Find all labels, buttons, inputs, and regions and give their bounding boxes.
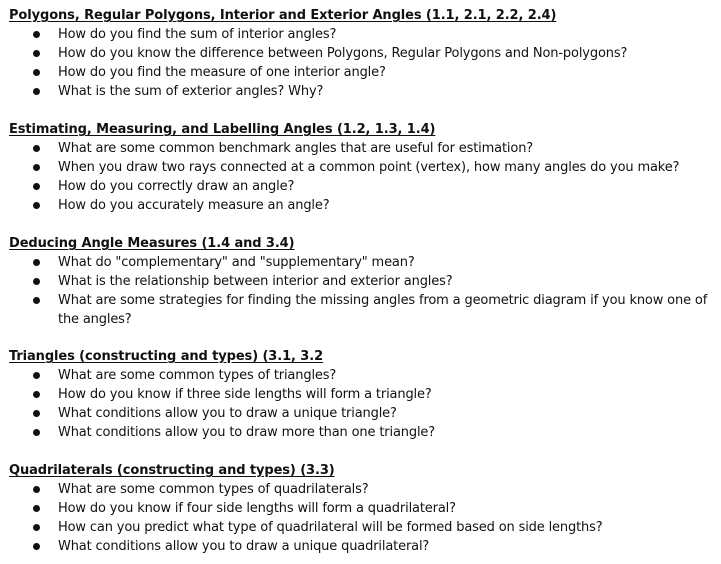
list-item	[9, 404, 714, 423]
question-text: How do you know the difference between Polygons, Regular Polygons and Non-polygons?	[58, 46, 628, 61]
question-list	[9, 25, 714, 101]
list-item	[9, 25, 714, 44]
list-item	[9, 291, 714, 329]
question-list	[9, 366, 714, 442]
question-text: What conditions allow you to draw more than one triangle?	[58, 425, 436, 440]
question-text: How do you know if four side lengths will form a quadrilateral?	[58, 501, 456, 516]
bullet-icon	[33, 524, 40, 531]
question-text: How can you predict what type of quadrilateral will be formed based on side lengths?	[58, 520, 603, 535]
question-text: How do you know if three side lengths will form a triangle?	[58, 387, 432, 402]
bullet-icon	[33, 50, 40, 57]
section-heading: Triangles (constructing and types) (3.1, 3.2	[9, 349, 324, 364]
question-text: How do you correctly draw an angle?	[58, 179, 295, 194]
question-text: What are some common types of triangles?	[58, 368, 337, 383]
section-polygons	[9, 6, 714, 101]
question-text: How do you accurately measure an angle?	[58, 198, 330, 213]
bullet-icon	[33, 202, 40, 209]
list-item	[9, 518, 714, 537]
question-list	[9, 480, 714, 556]
list-item	[9, 423, 714, 442]
section-heading: Estimating, Measuring, and Labelling Angles (1.2, 1.3, 1.4)	[9, 122, 436, 137]
section-heading: Quadrilaterals (constructing and types) (3.3)	[9, 463, 335, 478]
question-text: How do you find the sum of interior angles?	[58, 27, 337, 42]
list-item	[9, 272, 714, 291]
section-heading: Deducing Angle Measures (1.4 and 3.4)	[9, 236, 295, 251]
question-text: What is the sum of exterior angles? Why?	[58, 84, 324, 99]
bullet-icon	[33, 297, 40, 304]
question-text: What are some common benchmark angles that are useful for estimation?	[58, 141, 534, 156]
list-item	[9, 63, 714, 82]
list-item	[9, 44, 714, 63]
bullet-icon	[33, 69, 40, 76]
bullet-icon	[33, 31, 40, 38]
bullet-icon	[33, 429, 40, 436]
bullet-icon	[33, 183, 40, 190]
section-triangles	[9, 347, 714, 442]
question-text: What are some common types of quadrilaterals?	[58, 482, 369, 497]
bullet-icon	[33, 164, 40, 171]
bullet-icon	[33, 505, 40, 512]
question-text: What conditions allow you to draw a unique quadrilateral?	[58, 539, 430, 554]
bullet-icon	[33, 145, 40, 152]
section-deducing-angles	[9, 234, 714, 329]
list-item	[9, 385, 714, 404]
question-text: What are some strategies for finding the missing angles from a geometric diagram if you know one of the angles?	[58, 293, 708, 327]
question-text: How do you find the measure of one interior angle?	[58, 65, 386, 80]
list-item	[9, 196, 714, 215]
bullet-icon	[33, 88, 40, 95]
bullet-icon	[33, 259, 40, 266]
list-item	[9, 139, 714, 158]
question-text: When you draw two rays connected at a common point (vertex), how many angles do you make?	[58, 160, 680, 175]
section-estimating-angles	[9, 120, 714, 215]
list-item	[9, 480, 714, 499]
bullet-icon	[33, 486, 40, 493]
list-item	[9, 177, 714, 196]
list-item	[9, 82, 714, 101]
question-list	[9, 253, 714, 329]
bullet-icon	[33, 410, 40, 417]
bullet-icon	[33, 278, 40, 285]
list-item	[9, 499, 714, 518]
bullet-icon	[33, 372, 40, 379]
question-list	[9, 139, 714, 215]
section-quadrilaterals	[9, 461, 714, 556]
list-item	[9, 253, 714, 272]
list-item	[9, 366, 714, 385]
bullet-icon	[33, 543, 40, 550]
list-item	[9, 537, 714, 556]
question-text: What conditions allow you to draw a unique triangle?	[58, 406, 397, 421]
question-text: What do "complementary" and "supplementary" mean?	[58, 255, 415, 270]
bullet-icon	[33, 391, 40, 398]
list-item	[9, 158, 714, 177]
question-text: What is the relationship between interior and exterior angles?	[58, 274, 453, 289]
section-heading: Polygons, Regular Polygons, Interior and Exterior Angles (1.1, 2.1, 2.2, 2.4)	[9, 8, 557, 23]
